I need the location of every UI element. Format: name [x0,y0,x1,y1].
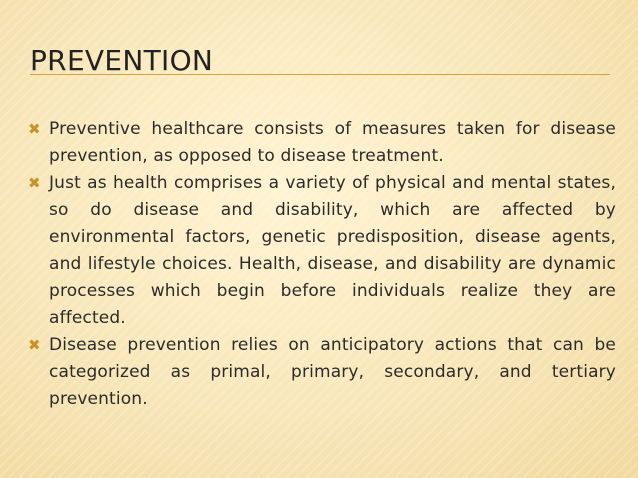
x-mark-icon: ✖ [28,336,41,354]
x-mark-icon: ✖ [28,120,41,138]
list-item [28,332,616,413]
x-mark-icon: ✖ [28,174,41,192]
title-underline [30,74,610,75]
list-item [28,170,616,332]
bullet-list [28,116,616,413]
bullet-text: Just as health comprises a variety of physical and mental states, so do disease and disability, which are affected by environmental factors, genetic predisposition, disease agents, and lifestyle choices. Health, disease, and disability are dynamic processes which begin before individuals realize they are affected. [49,173,616,328]
bullet-text: Preventive healthcare consists of measures taken for disease prevention, as opposed to disease treatment. [49,119,616,166]
bullet-text: Disease prevention relies on anticipatory actions that can be categorized as primal, primary, secondary, and tertiary prevention. [49,335,616,409]
list-item [28,116,616,170]
slide-title: PREVENTION [30,44,214,77]
